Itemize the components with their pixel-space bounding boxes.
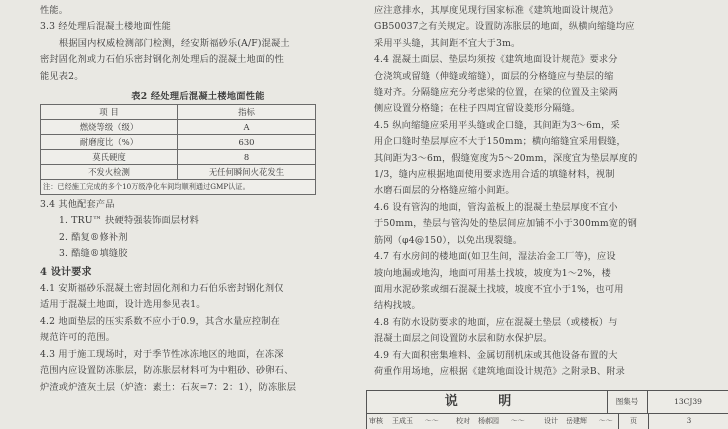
text-line: 4.1 安斯福砂乐混凝土密封固化剂和力石伯乐密封钢化剂仅 xyxy=(40,283,284,295)
table-cell: 不发火检测 xyxy=(41,165,178,180)
performance-table xyxy=(40,104,316,195)
table-cell: 8 xyxy=(178,150,316,165)
text-line: 用企口缝时垫层厚应不大于150mm；横向缩缝宜采用假缝， xyxy=(374,136,626,148)
checker-signature: 〜〜 xyxy=(510,417,524,425)
text-line: GB50037之有关规定。设置防冻胀层的地面，纵横向缩缝均应 xyxy=(374,21,635,33)
text-line: 4.9 有大面积密集堆料、金属切削机床或其他设备布置的大 xyxy=(374,349,618,361)
text-line: 4.7 有水房间的楼地面(如卫生间，湿法冶金工厂等)，应设 xyxy=(374,251,616,263)
checker-name: 杨郝园 xyxy=(478,417,499,425)
table-row xyxy=(41,120,316,135)
table-cell: 630 xyxy=(178,135,316,150)
table-cell: A xyxy=(178,120,316,135)
right-column xyxy=(374,0,704,380)
text-line: 4.5 纵向缩缝应采用平头缝或企口缝，其间距为3～6m，采 xyxy=(374,119,620,131)
design-label: 设计 xyxy=(544,417,558,425)
section-heading: 3.3 经处理后混凝土楼地面性能 xyxy=(40,21,171,33)
table-row xyxy=(41,150,316,165)
text-line: 根据国内权威检测部门检测，经安斯福砂乐(A/F)混凝土 xyxy=(59,37,290,49)
review-label: 审核 xyxy=(369,417,383,425)
table-cell: 莫氏硬度 xyxy=(41,150,178,165)
left-column xyxy=(40,0,356,396)
text-line: 面用水泥砂浆或细石混凝土找坡，坡度不宜小于1%，也可用 xyxy=(374,283,624,295)
text-line: 4.6 设有管沟的地面，管沟盖板上的混凝土垫层厚度不宜小 xyxy=(374,201,618,213)
designer-signature: 〜〜 xyxy=(598,417,612,425)
text-line: 1/3，缝内应根据地面使用要求选用合适的填缝材料，视制 xyxy=(374,169,615,181)
text-line: 4.4 混凝土面层、垫层均须按《建筑地面设计规范》要求分 xyxy=(374,54,618,66)
text-line: 4.3 用于施工现场时，对于季节性冰冻地区的地面，在冻深 xyxy=(40,348,284,360)
text-line: 侧应设置分格缝；在柱子四周宜留设菱形分隔缝。 xyxy=(374,103,581,115)
table-cell: 耐磨度比（%） xyxy=(41,135,178,150)
table-note-row xyxy=(41,180,316,195)
table-header-row xyxy=(41,105,316,120)
text-line: 筋网（φ4@150），以免出现裂缝。 xyxy=(374,234,523,246)
text-line: 荷重作用场地，应根据《建筑地面设计规范》之附录B、附录 xyxy=(374,365,626,377)
table-row xyxy=(41,135,316,150)
text-line: 炉渣或炉渣灰土层（炉渣：素土：石灰=7：2：1），防冻胀层 xyxy=(40,381,297,393)
text-line: 于50mm，垫层与管沟处的垫层间应加铺不小于300mm宽的钢 xyxy=(374,218,638,230)
text-line: 4.8 有防水设防要求的地面，应在混凝土垫层（或楼板）与 xyxy=(374,316,618,328)
table-header-cell: 指标 xyxy=(178,105,316,120)
text-line: 缝对齐。分隔缝应充分考虑梁的位置，在梁的位置及主梁两 xyxy=(374,87,619,99)
drawing-title: 说 明 xyxy=(367,391,608,414)
reviewer-signature: 〜〜 xyxy=(424,417,438,425)
list-item: 2. 酷复®修补剂 xyxy=(59,231,128,243)
table-cell: 无任何瞬间火花发生 xyxy=(178,165,316,180)
text-line: 混凝土面层之间设置防水层和防水保护层。 xyxy=(374,333,553,345)
page-label: 页 xyxy=(618,414,648,429)
text-line: 规范许可的范围。 xyxy=(40,332,116,344)
signature-strip xyxy=(366,413,728,429)
text-line: 4.2 地面垫层的压实系数不应小于0.9，其含水量应控制在 xyxy=(40,315,281,327)
page-number: 3 xyxy=(648,414,728,429)
reviewer-name: 王成玉 xyxy=(392,417,413,425)
list-item: 1. TRU™ 抉硬特强装饰面层材料 xyxy=(59,215,200,227)
list-item: 3. 酷缝®填缝胶 xyxy=(59,248,128,260)
text-line: 仓浇筑或留缝（伸缝或缩缝），面层的分格缝应与垫层的缩 xyxy=(374,70,614,82)
section-heading: 4 设计要求 xyxy=(40,266,92,278)
text-line: 密封固化剂或力石伯乐密封钢化剂处理后的混凝土地面的性 xyxy=(40,54,285,66)
designer-name: 岳建辉 xyxy=(566,417,587,425)
text-line: 应注意排水，其厚度见现行国家标准《建筑地面设计规范》 xyxy=(374,5,619,16)
table-note: 注：已经施工完成的多个10万级净化车间均顺利通过GMP认证。 xyxy=(41,180,316,195)
text-line: 性能。 xyxy=(40,5,69,16)
check-label: 校对 xyxy=(456,417,470,425)
section-heading: 3.4 其他配套产品 xyxy=(40,199,115,211)
text-line: 其间距为3～6m，假缝宽度为5～20mm，深度宜为垫层厚度的 xyxy=(374,152,638,164)
table-row xyxy=(41,165,316,180)
text-line: 范围内应设置防冻胀层，防冻胀层材料可为中粗砂、砂卵石、 xyxy=(40,365,294,377)
text-line: 采用平头缝，其间距不宜大于3m。 xyxy=(374,37,521,49)
table-cell: 燃烧等级（级） xyxy=(41,120,178,135)
text-line: 水磨石面层的分格缝应缩小间距。 xyxy=(374,185,515,197)
table-caption: 表2 经处理后混凝土楼地面性能 xyxy=(131,91,265,103)
text-line: 坡向地漏或地沟，地面可用基土找坡，坡度为1～2%，楼 xyxy=(374,267,611,279)
text-line: 结构找坡。 xyxy=(374,300,421,312)
atlas-number: 13CJ39 xyxy=(648,391,728,414)
text-line: 适用于混凝土地面，设计选用参见表1。 xyxy=(40,299,206,311)
atlas-label: 图集号 xyxy=(607,391,648,414)
table-header-cell: 项 目 xyxy=(41,105,178,120)
text-line: 能见表2。 xyxy=(40,70,84,82)
